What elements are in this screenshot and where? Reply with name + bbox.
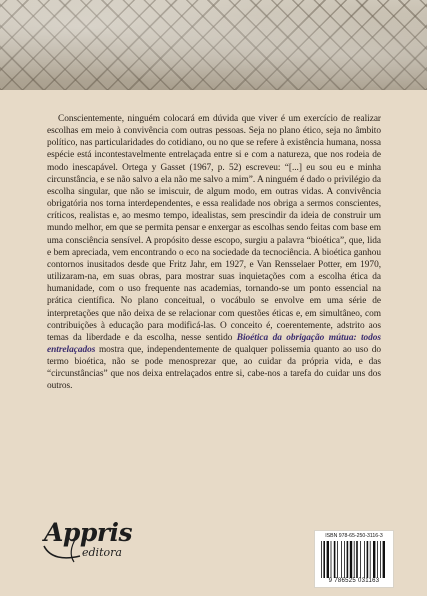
publisher-logo [40,518,150,570]
synopsis-text: Conscientemente, ninguém colocará em dúvida que viver é um exercício de realizar escolhas em meio à convivência com outras pessoas. Seja no plano ético, seja no âmbito político, nas particularidades do cotidiano, ou no que se refere à existência humana, nossa espécie está incontestavelmente entrelaçada entre si e com a natureza, que nos rodeia de modo inescapável. Ortega y Gasset (1967, p. 52) escreveu: “[...] eu sou eu e minha circunstância, e se não salvo a ela não me salvo a mim”. A ninguém é dado o privilégio da escolha singular, que não se imiscuir, de algum modo, em outras vidas. A convivência obrigatória nos torna interdependentes, e essa realidade nos obriga a sermos conscientes, críticos, realistas e, ao mesmo tempo, idealistas, sem prescindir da ideia de construir um mundo melhor, em que se permita pensar e enxergar as escolhas sendo feitas com base em uma consciência sensível. A propósito desse escopo, surgiu a palavra “bioética”, que, lida e bem apreciada, vem encontrando o eco na sociedade da tecnociência. A bioética ganhou contornos inusitados desde que Fritz Jahr, em 1927, e Van Rensselaer Potter, em 1970, utilizaram-na, em suas obras, para mostrar suas inquietações com a escolha ética da humanidade, com o uso frequente nas academias, tornando-se um ponto essencial na prática científica. No plano conceitual, o vocábulo se envolve em uma série de interpretações que não deixa de se relacionar com questões éticas e, em simultâneo, com contribuições à educação para modificá-las. O conceito é, coerentemente, adstrito aos temas da liberdade e da escolha, nesse sentido [47,114,381,343]
barcode-digits: 9 786525 031163 [328,578,380,584]
barcode-panel [314,530,394,588]
publisher-subtitle: editora [82,546,122,559]
cobblestone-photo [0,0,427,90]
back-cover-text [47,113,381,393]
synopsis-conclusion: mostra que, independentemente de qualquer polissemia quanto ao uso do termo bioética, não se pode menosprezar que, ao cuidar da própria vida, e das “circunstâncias” que nos deixa entrelaçados entre si, cabe-nos a tarefa do cuidar uns dos outros. [47,344,382,392]
barcode-icon [321,541,387,578]
publisher-name: Appris [44,518,133,547]
book-title: Bioética da obrigação mútua: todos entrelaçados [47,332,382,355]
synopsis-paragraph [47,113,381,393]
isbn-label: ISBN 978-65-250-3116-3 [325,533,383,539]
